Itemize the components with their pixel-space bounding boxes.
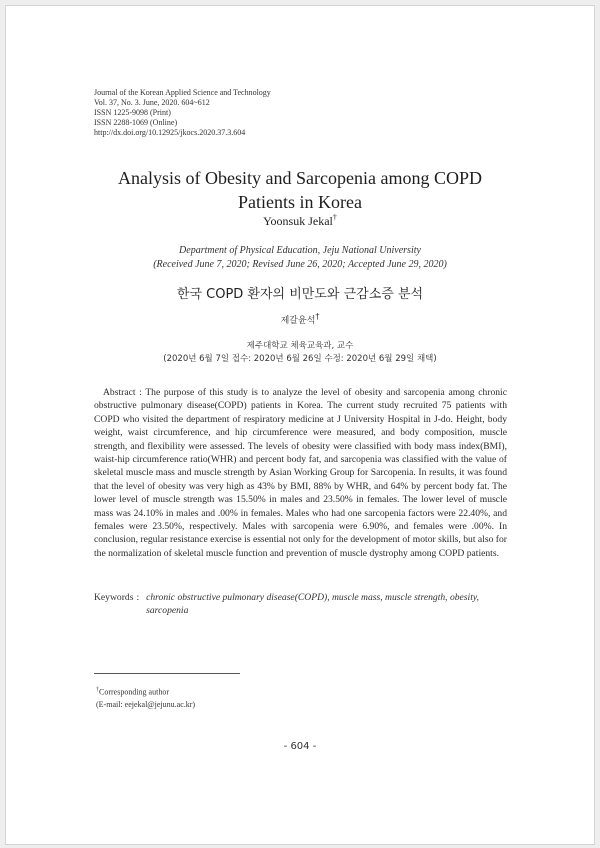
journal-issn-print: ISSN 1225-9098 (Print) bbox=[94, 108, 171, 117]
paper-title-line1: Analysis of Obesity and Sarcopenia among COPD bbox=[118, 168, 482, 188]
author-mark: † bbox=[332, 213, 337, 222]
footnote-label: Corresponding author bbox=[99, 687, 169, 697]
korean-author-mark: † bbox=[315, 312, 320, 321]
journal-doi: http://dx.doi.org/10.12925/jkocs.2020.37.3.604 bbox=[94, 128, 246, 137]
abstract-label: Abstract : bbox=[103, 387, 142, 398]
abstract-text: The purpose of this study is to analyze the level of obesity and sarcopenia among chronic obstructive pulmonary disease(COPD) patients in Korea. The current study recruited 75 patients with COPD who visited the department of respiratory medicine at J University Hospital in J-do. Height, body weight, waist circumference, and hip circumference were measured, and body composition, muscle strength, and flexibility were assessed. The levels of obesity were classified with body mass index(BMI), waist-hip circumference ratio(WHR) and percent body fat, and sarcopenia was classified with the value of skeletal muscle mass and muscle strength by Asian Working Group for Sarcopenia. In results, it was found that the level of obesity was very high as 43% by BMI, 88% by WHR, and 64% by percent body fat. The lower level of muscle strength was 15.50% in males and 23.50% in females. The lower level of muscle mass was 24.10% in males and .00% in females. Males who had one sarcopenia factors were 22.40%, and females were 23.50%, respectively. Males with sarcopenia were 6.90%, and females were .00%. In conclusion, regular resistance exercise is essential not only for the development of motor skills, but also for the normalization of skeletal muscle function and prevention of muscle dystrophy among COPD patients. bbox=[94, 387, 507, 559]
korean-affiliation-dept: 제주대학교 체육교육과, 교수 bbox=[246, 341, 354, 351]
korean-author bbox=[6, 312, 594, 326]
journal-issn-online: ISSN 2288-1069 (Online) bbox=[94, 118, 178, 127]
author-name: Yoonsuk Jekal bbox=[263, 214, 333, 228]
paper-title-line2: Patients in Korea bbox=[238, 192, 362, 212]
keywords-label: Keywords bbox=[94, 592, 134, 603]
paper-title bbox=[6, 166, 594, 214]
author bbox=[6, 213, 594, 229]
paper-page bbox=[5, 5, 595, 845]
page-number: - 604 - bbox=[283, 741, 317, 752]
keywords-separator: : bbox=[136, 592, 140, 603]
korean-title: 한국 COPD 환자의 비만도와 근감소증 분석 bbox=[176, 287, 424, 302]
abstract bbox=[94, 386, 507, 560]
journal-volume: Vol. 37, No. 3. June, 2020. 604~612 bbox=[94, 98, 210, 107]
footnote-divider bbox=[94, 673, 240, 674]
affiliation bbox=[6, 244, 594, 272]
journal-name: Journal of the Korean Applied Science and Technology bbox=[94, 88, 271, 97]
korean-affiliation bbox=[6, 340, 594, 366]
korean-author-name: 제갈윤석 bbox=[280, 316, 316, 326]
affiliation-dates: (Received June 7, 2020; Revised June 26, 2020; Accepted June 29, 2020) bbox=[153, 259, 447, 270]
footnote bbox=[96, 684, 195, 711]
keywords bbox=[94, 592, 514, 617]
footnote-email: (E-mail: eejekal@jejunu.ac.kr) bbox=[96, 699, 196, 709]
affiliation-dept: Department of Physical Education, Jeju National University bbox=[179, 245, 421, 256]
keywords-text: chronic obstructive pulmonary disease(COPD), muscle mass, muscle strength, obesity, sarcopenia bbox=[146, 592, 479, 616]
footnote-mark: † bbox=[96, 687, 99, 693]
korean-affiliation-dates: (2020년 6월 7일 접수: 2020년 6월 26일 수정: 2020년 6월 29일 채택) bbox=[163, 354, 437, 364]
journal-info bbox=[94, 88, 271, 138]
